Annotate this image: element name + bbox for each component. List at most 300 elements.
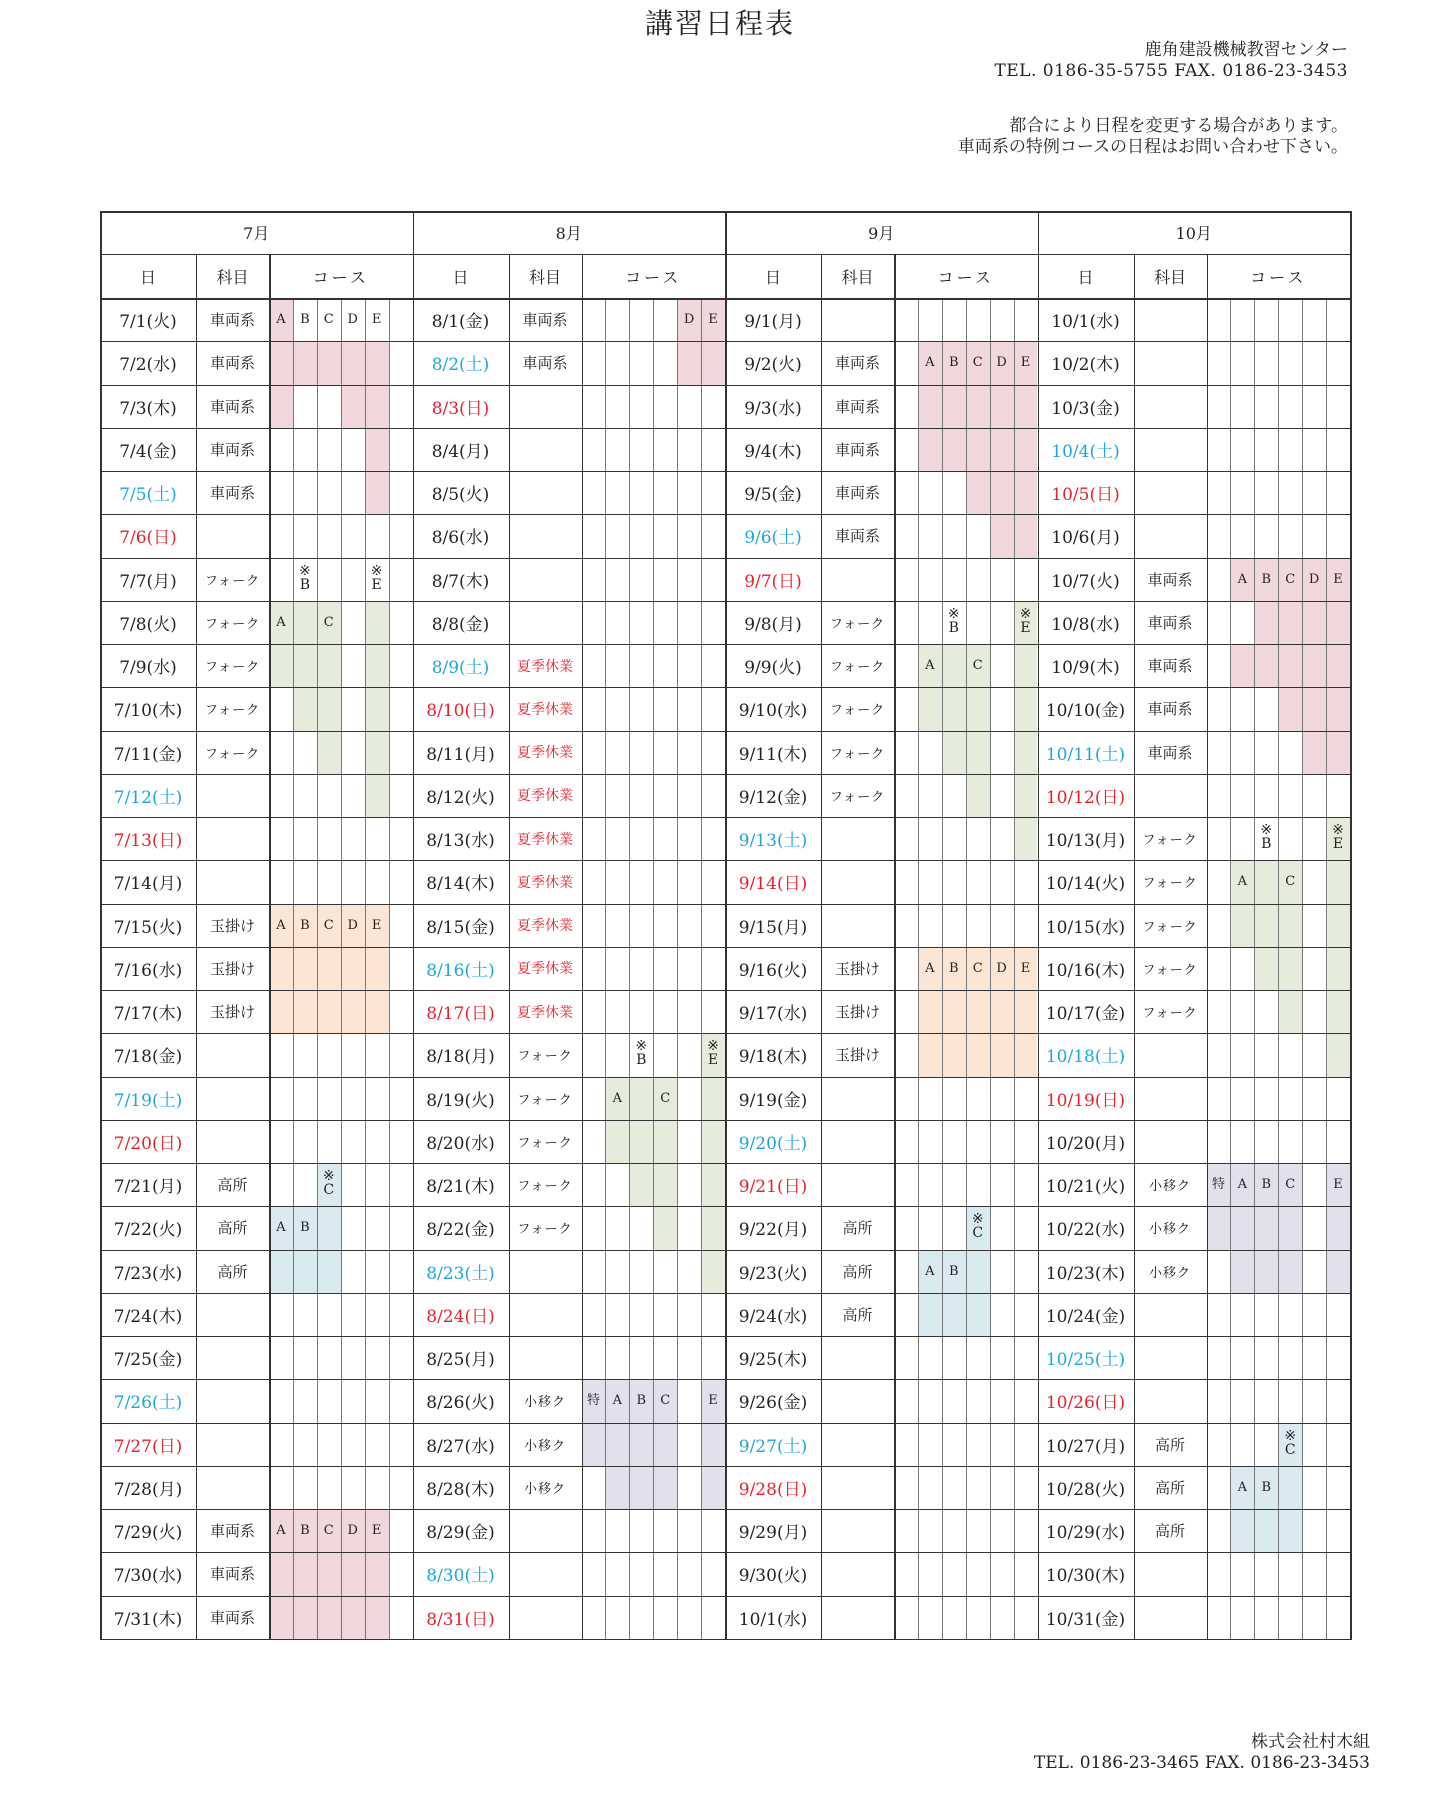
date-cell: 8/2(土) bbox=[431, 355, 490, 376]
subject-cell: 車両系 bbox=[834, 397, 880, 416]
date-cell: 8/30(土) bbox=[426, 1566, 495, 1587]
date-cell: 8/15(金) bbox=[426, 917, 495, 938]
date-cell: 8/19(火) bbox=[426, 1090, 495, 1111]
date-cell: 8/3(日) bbox=[431, 398, 490, 419]
course-label: E bbox=[1020, 960, 1031, 976]
subject-cell: フォーク bbox=[829, 660, 886, 676]
subject-cell: フォーク bbox=[1142, 919, 1198, 935]
subject-cell: 車両系 bbox=[209, 397, 255, 416]
grid-line bbox=[100, 298, 1350, 300]
course-label: ※ C bbox=[1284, 1427, 1297, 1458]
course-block-フォーク bbox=[293, 601, 317, 731]
grid-line bbox=[100, 254, 1350, 255]
date-cell: 7/2(水) bbox=[119, 355, 177, 376]
date-cell: 10/10(金) bbox=[1045, 701, 1126, 722]
date-cell: 8/6(水) bbox=[431, 528, 490, 549]
course-label: B bbox=[1261, 571, 1272, 587]
date-cell: 7/15(火) bbox=[113, 917, 183, 938]
course-label: E bbox=[1333, 571, 1343, 587]
column-header-day: 日 bbox=[1077, 267, 1094, 287]
subject-cell: 夏季休業 bbox=[517, 961, 573, 978]
course-label: C bbox=[323, 917, 334, 933]
course-label: E bbox=[371, 1523, 382, 1538]
subject-cell: フォーク bbox=[517, 1179, 573, 1195]
course-label: A bbox=[925, 658, 935, 673]
subject-cell: フォーク bbox=[1142, 962, 1198, 978]
subject-cell: 車両系 bbox=[1147, 657, 1193, 676]
subject-cell: 高所 bbox=[1154, 1435, 1185, 1454]
date-cell: 10/12(日) bbox=[1045, 787, 1126, 808]
course-label: B bbox=[636, 1393, 647, 1409]
course-label: C bbox=[323, 614, 334, 630]
grid-line bbox=[100, 1336, 1352, 1337]
grid-line bbox=[100, 990, 1352, 991]
course-label: A bbox=[1237, 571, 1248, 587]
subject-cell: フォーク bbox=[204, 573, 261, 589]
date-cell: 8/24(日) bbox=[426, 1306, 495, 1327]
grid-line bbox=[100, 1077, 1352, 1078]
course-label: D bbox=[996, 355, 1007, 371]
course-label: D bbox=[996, 960, 1007, 976]
course-label: C bbox=[972, 960, 983, 976]
subject-cell: 車両系 bbox=[209, 1522, 255, 1541]
date-cell: 10/1(水) bbox=[738, 1609, 808, 1630]
date-cell: 10/24(金) bbox=[1045, 1306, 1126, 1327]
grid-line bbox=[1278, 298, 1279, 1639]
date-cell: 7/20(日) bbox=[113, 1133, 183, 1154]
grid-line bbox=[100, 211, 1352, 213]
date-cell: 10/13(月) bbox=[1045, 831, 1126, 852]
course-label: D bbox=[347, 312, 358, 327]
date-cell: 10/28(火) bbox=[1045, 1479, 1126, 1500]
subject-cell: 車両系 bbox=[209, 1565, 255, 1584]
date-cell: 7/12(土) bbox=[113, 787, 183, 808]
subject-cell: フォーク bbox=[517, 1135, 573, 1151]
course-label: ※ B bbox=[1260, 822, 1273, 852]
date-cell: 7/9(水) bbox=[119, 658, 177, 679]
date-cell: 9/27(土) bbox=[738, 1436, 808, 1457]
course-label: E bbox=[708, 1393, 718, 1409]
date-cell: 8/22(金) bbox=[426, 1220, 495, 1241]
date-cell: 8/7(木) bbox=[431, 571, 490, 592]
subject-cell: フォーク bbox=[517, 1049, 573, 1065]
course-block-車両系 bbox=[1302, 558, 1326, 774]
date-cell: 10/27(月) bbox=[1045, 1436, 1126, 1457]
course-label: D bbox=[347, 917, 358, 933]
subject-cell: フォーク bbox=[517, 1222, 573, 1238]
column-header-course: コース bbox=[937, 267, 994, 287]
date-cell: 9/15(月) bbox=[738, 917, 808, 938]
subject-cell: 夏季休業 bbox=[517, 745, 573, 762]
date-cell: 8/27(水) bbox=[426, 1436, 495, 1457]
course-label: C bbox=[323, 1523, 334, 1538]
course-label: ※ B bbox=[298, 562, 311, 593]
course-label: A bbox=[1237, 1177, 1248, 1192]
date-cell: 9/9(火) bbox=[744, 658, 802, 679]
grid-line bbox=[100, 731, 1352, 732]
date-cell: 8/1(金) bbox=[431, 312, 490, 333]
date-cell: 8/20(水) bbox=[426, 1133, 495, 1154]
column-header-course: コース bbox=[1250, 267, 1307, 287]
month-header: 9月 bbox=[868, 224, 895, 243]
subject-cell: 車両系 bbox=[834, 527, 880, 546]
date-cell: 8/25(月) bbox=[426, 1350, 495, 1371]
course-block-車両系 bbox=[1014, 341, 1038, 557]
grid-line bbox=[389, 298, 390, 1639]
date-cell: 7/5(土) bbox=[119, 485, 177, 506]
date-cell: 8/28(木) bbox=[426, 1479, 495, 1500]
subject-cell: 小移ク bbox=[523, 1481, 566, 1497]
column-header-course: コース bbox=[312, 267, 369, 287]
date-cell: 10/8(水) bbox=[1051, 614, 1120, 635]
grid-line bbox=[100, 601, 1352, 602]
date-cell: 10/21(火) bbox=[1045, 1177, 1126, 1198]
course-label: A bbox=[612, 1090, 623, 1106]
subject-cell: 車両系 bbox=[834, 354, 880, 373]
date-cell: 9/4(木) bbox=[744, 441, 802, 462]
page-title: 講習日程表 bbox=[644, 7, 795, 40]
subject-cell: 夏季休業 bbox=[517, 701, 573, 718]
date-cell: 10/1(水) bbox=[1051, 312, 1120, 333]
date-cell: 9/5(金) bbox=[744, 485, 802, 506]
date-cell: 10/22(水) bbox=[1045, 1220, 1126, 1241]
course-label: B bbox=[300, 917, 310, 933]
grid-line bbox=[100, 428, 1352, 429]
subject-cell: 高所 bbox=[217, 1176, 248, 1195]
month-header: 7月 bbox=[243, 224, 270, 243]
date-cell: 10/26(日) bbox=[1045, 1393, 1126, 1414]
subject-cell: 玉掛け bbox=[209, 1003, 255, 1022]
course-label: A bbox=[276, 917, 286, 933]
subject-cell: 夏季休業 bbox=[517, 658, 573, 675]
date-cell: 7/7(月) bbox=[119, 571, 177, 592]
date-cell: 10/30(木) bbox=[1045, 1566, 1126, 1587]
grid-line bbox=[1254, 298, 1255, 1639]
grid-line bbox=[100, 1250, 1352, 1251]
training-center-contact: TEL. 0186-35-5755 FAX. 0186-23-3453 bbox=[994, 61, 1348, 81]
subject-cell: 小移ク bbox=[1148, 1265, 1191, 1281]
date-cell: 9/6(土) bbox=[744, 528, 802, 549]
schedule-note: 都合により日程を変更する場合があります。 bbox=[1009, 116, 1348, 136]
subject-cell: フォーク bbox=[204, 703, 261, 719]
course-label: A bbox=[1237, 874, 1248, 890]
grid-line bbox=[677, 298, 678, 1639]
course-block-車両系 bbox=[918, 385, 942, 428]
column-header-day: 日 bbox=[452, 267, 469, 287]
grid-line bbox=[100, 1552, 1352, 1553]
date-cell: 8/11(月) bbox=[426, 744, 495, 765]
subject-cell: 車両系 bbox=[1147, 700, 1193, 719]
subject-cell: フォーク bbox=[829, 789, 886, 805]
date-cell: 7/27(日) bbox=[113, 1436, 183, 1457]
date-cell: 10/6(月) bbox=[1051, 528, 1120, 549]
date-cell: 9/29(月) bbox=[738, 1523, 808, 1544]
subject-cell: 玉掛け bbox=[834, 959, 880, 978]
date-cell: 9/30(火) bbox=[738, 1566, 808, 1587]
course-label: ※ E bbox=[370, 562, 383, 593]
column-header-subject: 科目 bbox=[216, 267, 249, 287]
subject-cell: 車両系 bbox=[834, 484, 880, 503]
grid-line bbox=[1326, 298, 1327, 1639]
course-label: C bbox=[972, 658, 983, 673]
course-label: B bbox=[300, 312, 310, 327]
date-cell: 9/13(土) bbox=[738, 831, 808, 852]
grid-line bbox=[100, 1639, 1352, 1641]
subject-cell: 高所 bbox=[842, 1219, 873, 1238]
grid-line bbox=[100, 687, 1352, 688]
company-info bbox=[1034, 1732, 1370, 1774]
course-label: ※ E bbox=[1019, 605, 1032, 636]
grid-line bbox=[293, 298, 294, 1639]
course-block-フォーク bbox=[629, 1077, 653, 1207]
date-cell: 9/16(火) bbox=[738, 960, 808, 981]
course-label: C bbox=[1285, 571, 1296, 587]
date-cell: 10/11(土) bbox=[1045, 744, 1126, 765]
course-label: A bbox=[276, 1523, 286, 1538]
grid-line bbox=[966, 298, 967, 1639]
grid-line bbox=[100, 514, 1352, 515]
course-label: B bbox=[1261, 1177, 1272, 1192]
grid-line bbox=[100, 1120, 1352, 1121]
grid-line bbox=[100, 644, 1352, 645]
date-cell: 10/3(金) bbox=[1051, 398, 1120, 419]
course-block-車両系 bbox=[317, 341, 341, 384]
course-label: 特 bbox=[586, 1393, 600, 1409]
date-cell: 7/18(金) bbox=[113, 1047, 183, 1068]
date-cell: 10/18(土) bbox=[1045, 1047, 1126, 1068]
grid-line bbox=[100, 774, 1352, 775]
company-name: 株式会社村木組 bbox=[1251, 1732, 1370, 1752]
column-header-day: 日 bbox=[139, 267, 156, 287]
subject-cell: 夏季休業 bbox=[517, 831, 573, 848]
course-label: E bbox=[708, 312, 718, 327]
date-cell: 9/17(水) bbox=[738, 1004, 808, 1025]
subject-cell: フォーク bbox=[829, 746, 886, 762]
subject-cell: フォーク bbox=[204, 616, 261, 632]
grid-line bbox=[100, 1033, 1352, 1034]
course-label: A bbox=[925, 1263, 935, 1279]
date-cell: 8/12(火) bbox=[426, 787, 495, 808]
course-label: ※ B bbox=[635, 1038, 648, 1069]
subject-cell: 夏季休業 bbox=[517, 874, 573, 891]
date-cell: 10/7(火) bbox=[1051, 571, 1120, 592]
date-cell: 8/4(月) bbox=[431, 441, 490, 462]
month-header: 10月 bbox=[1175, 224, 1212, 243]
date-cell: 9/23(火) bbox=[738, 1263, 808, 1284]
date-cell: 9/10(水) bbox=[738, 701, 808, 722]
date-cell: 7/16(水) bbox=[113, 960, 183, 981]
date-cell: 7/14(月) bbox=[113, 874, 183, 895]
schedule-note: 車両系の特例コースの日程はお問い合わせ下さい。 bbox=[957, 137, 1348, 157]
grid-line bbox=[100, 558, 1352, 559]
subject-cell: 車両系 bbox=[209, 311, 255, 330]
date-cell: 9/11(木) bbox=[738, 744, 808, 765]
subject-cell: フォーク bbox=[204, 746, 261, 762]
column-header-day: 日 bbox=[764, 267, 781, 287]
course-block-車両系 bbox=[990, 341, 1014, 557]
course-label: A bbox=[1237, 1479, 1248, 1495]
course-label: ※ B bbox=[947, 605, 960, 636]
date-cell: 7/17(木) bbox=[113, 1004, 183, 1025]
date-cell: 7/4(金) bbox=[119, 441, 177, 462]
date-cell: 9/26(金) bbox=[738, 1393, 808, 1414]
subject-cell: 車両系 bbox=[209, 354, 255, 373]
course-label: E bbox=[1020, 355, 1031, 371]
date-cell: 7/21(月) bbox=[113, 1177, 183, 1198]
date-cell: 9/12(金) bbox=[738, 787, 808, 808]
date-cell: 8/18(月) bbox=[426, 1047, 495, 1068]
course-label: B bbox=[949, 355, 959, 371]
subject-cell: 夏季休業 bbox=[517, 788, 573, 805]
date-cell: 9/24(水) bbox=[738, 1306, 808, 1327]
date-cell: 8/14(木) bbox=[426, 874, 495, 895]
date-cell: 7/28(月) bbox=[113, 1479, 183, 1500]
course-label: ※ C bbox=[322, 1168, 335, 1198]
course-label: D bbox=[1308, 571, 1320, 587]
course-label: B bbox=[300, 1220, 310, 1236]
grid-line bbox=[725, 211, 727, 1639]
course-label: 特 bbox=[1211, 1177, 1225, 1192]
subject-cell: 車両系 bbox=[1147, 570, 1193, 589]
course-label: D bbox=[347, 1523, 358, 1538]
grid-line bbox=[990, 298, 991, 1639]
course-label: A bbox=[276, 312, 286, 327]
grid-line bbox=[100, 904, 1352, 905]
date-cell: 9/7(日) bbox=[744, 571, 802, 592]
grid-line bbox=[942, 298, 943, 1639]
date-cell: 10/4(土) bbox=[1051, 441, 1120, 462]
date-cell: 7/31(木) bbox=[113, 1609, 183, 1630]
date-cell: 9/3(水) bbox=[744, 398, 802, 419]
date-cell: 9/8(月) bbox=[744, 614, 802, 635]
subject-cell: 車両系 bbox=[834, 440, 880, 459]
date-cell: 9/28(日) bbox=[738, 1479, 808, 1500]
month-header: 8月 bbox=[555, 224, 582, 243]
date-cell: 8/16(土) bbox=[426, 960, 495, 981]
date-cell: 8/8(金) bbox=[431, 614, 490, 635]
subject-cell: 車両系 bbox=[1147, 613, 1193, 632]
subject-cell: 車両系 bbox=[209, 484, 255, 503]
date-cell: 10/31(金) bbox=[1045, 1609, 1126, 1630]
grid-line bbox=[100, 1509, 1352, 1510]
date-cell: 7/23(水) bbox=[113, 1263, 183, 1284]
subject-cell: 夏季休業 bbox=[517, 918, 573, 935]
date-cell: 10/14(火) bbox=[1045, 874, 1126, 895]
date-cell: 9/14(日) bbox=[738, 874, 808, 895]
grid-line bbox=[100, 471, 1352, 472]
grid-line bbox=[629, 298, 630, 1639]
subject-cell: 車両系 bbox=[522, 354, 568, 373]
grid-line bbox=[100, 385, 1352, 386]
subject-cell: 車両系 bbox=[209, 1608, 255, 1627]
course-label: D bbox=[683, 312, 695, 327]
subject-cell: 夏季休業 bbox=[517, 1004, 573, 1021]
subject-cell: 玉掛け bbox=[209, 959, 255, 978]
grid-line bbox=[365, 298, 366, 1639]
date-cell: 8/31(日) bbox=[426, 1609, 495, 1630]
grid-line bbox=[317, 298, 318, 1639]
grid-line bbox=[100, 1466, 1352, 1467]
grid-line bbox=[918, 298, 919, 1639]
date-cell: 9/22(月) bbox=[738, 1220, 808, 1241]
subject-cell: フォーク bbox=[829, 616, 886, 632]
date-cell: 8/10(日) bbox=[426, 701, 495, 722]
subject-cell: フォーク bbox=[829, 703, 886, 719]
date-cell: 8/13(水) bbox=[426, 831, 495, 852]
grid-line bbox=[701, 298, 702, 1639]
grid-line bbox=[100, 947, 1352, 948]
company-contact: TEL. 0186-23-3465 FAX. 0186-23-3453 bbox=[1033, 1753, 1370, 1773]
date-cell: 7/30(水) bbox=[113, 1566, 183, 1587]
subject-cell: 小移ク bbox=[523, 1395, 566, 1411]
date-cell: 7/6(日) bbox=[119, 528, 177, 549]
date-cell: 9/25(木) bbox=[738, 1350, 808, 1371]
course-block-車両系 bbox=[293, 341, 317, 384]
course-label: ※ E bbox=[1332, 822, 1344, 852]
date-cell: 9/1(月) bbox=[744, 312, 802, 333]
subject-cell: 高所 bbox=[217, 1219, 248, 1238]
course-label: C bbox=[323, 312, 334, 327]
training-center-name: 鹿角建設機械教習センター bbox=[1144, 40, 1348, 60]
grid-line bbox=[100, 817, 1352, 818]
column-header-subject: 科目 bbox=[528, 267, 561, 287]
date-cell: 8/5(火) bbox=[431, 485, 490, 506]
date-cell: 10/15(水) bbox=[1045, 917, 1126, 938]
date-cell: 7/1(火) bbox=[119, 312, 177, 333]
subject-cell: フォーク bbox=[1142, 876, 1198, 892]
subject-cell: 玉掛け bbox=[834, 1046, 880, 1065]
date-cell: 10/2(木) bbox=[1051, 355, 1120, 376]
grid-line bbox=[1014, 298, 1015, 1639]
subject-cell: 小移ク bbox=[1148, 1179, 1191, 1195]
course-label: C bbox=[660, 1393, 671, 1409]
subject-cell: 小移ク bbox=[1148, 1222, 1191, 1238]
grid-line bbox=[100, 211, 102, 1639]
subject-cell: 玉掛け bbox=[209, 916, 255, 935]
subject-cell: 車両系 bbox=[209, 440, 255, 459]
date-cell: 7/13(日) bbox=[113, 831, 183, 852]
course-label: C bbox=[972, 355, 983, 371]
course-label: ※ E bbox=[707, 1038, 719, 1069]
grid-line bbox=[1350, 211, 1352, 1639]
subject-cell: フォーク bbox=[1142, 1006, 1198, 1022]
date-cell: 10/9(木) bbox=[1051, 658, 1120, 679]
date-cell: 7/26(土) bbox=[113, 1393, 183, 1414]
date-cell: 10/23(木) bbox=[1045, 1263, 1126, 1284]
date-cell: 7/29(火) bbox=[113, 1523, 183, 1544]
grid-line bbox=[100, 1293, 1352, 1294]
course-label: A bbox=[612, 1393, 623, 1409]
grid-line bbox=[100, 1379, 1352, 1380]
subject-cell: フォーク bbox=[517, 1092, 573, 1108]
date-cell: 7/24(木) bbox=[113, 1306, 183, 1327]
course-block-車両系 bbox=[1230, 644, 1254, 687]
date-cell: 9/2(火) bbox=[744, 355, 802, 376]
course-label: ※ C bbox=[971, 1211, 984, 1242]
date-cell: 10/25(土) bbox=[1045, 1350, 1126, 1371]
date-cell: 9/19(金) bbox=[738, 1090, 808, 1111]
course-label: B bbox=[949, 1263, 959, 1279]
date-cell: 7/10(木) bbox=[113, 701, 183, 722]
date-cell: 10/17(金) bbox=[1045, 1004, 1126, 1025]
grid-line bbox=[100, 1596, 1352, 1597]
course-label: E bbox=[1333, 1177, 1343, 1192]
date-cell: 8/23(土) bbox=[426, 1263, 495, 1284]
course-label: B bbox=[949, 960, 959, 976]
date-cell: 10/19(日) bbox=[1045, 1090, 1126, 1111]
date-cell: 7/8(火) bbox=[119, 614, 177, 635]
grid-line bbox=[100, 1163, 1352, 1164]
